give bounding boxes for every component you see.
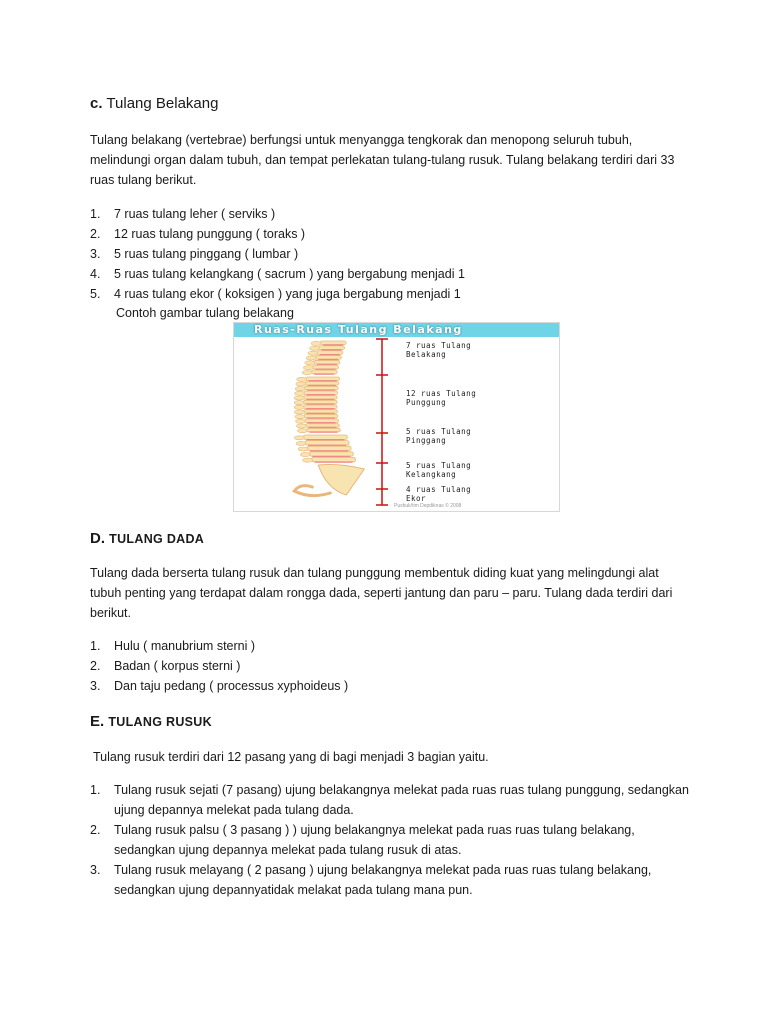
list-text: 5 ruas tulang pinggang ( lumbar ) <box>114 247 299 261</box>
list-number: 1. <box>90 207 101 221</box>
intervertebral-disc <box>310 450 348 451</box>
section-d-heading <box>90 530 204 547</box>
intervertebral-disc <box>309 431 337 432</box>
vertebra <box>303 400 337 403</box>
figure-label-lumbar: 5 ruas Tulang Pinggang <box>406 427 472 445</box>
vertebra <box>309 452 353 456</box>
vertebra <box>319 346 345 350</box>
section-c-letter: c. <box>90 95 103 112</box>
spine-illustration <box>234 323 560 512</box>
list-item <box>90 676 690 696</box>
spinous-process <box>294 436 304 440</box>
list-text: Badan ( korpus sterni ) <box>114 659 241 673</box>
intervertebral-disc <box>314 373 334 374</box>
vertebra <box>307 446 351 450</box>
list-number: 1. <box>90 783 101 797</box>
list-item <box>90 860 690 900</box>
vertebra <box>303 405 337 408</box>
spinous-process <box>295 415 305 419</box>
list-item <box>90 244 690 264</box>
vertebra <box>312 457 356 461</box>
vertebra <box>305 419 339 422</box>
spinous-process <box>297 377 307 381</box>
section-c-list <box>90 204 690 304</box>
intervertebral-disc <box>315 369 335 370</box>
list-item <box>90 820 690 860</box>
list-number: 5. <box>90 287 101 301</box>
section-e-heading <box>90 713 212 730</box>
section-c-heading <box>90 95 218 112</box>
figure-label-sacrum: 5 ruas Tulang Kelangkang <box>406 461 472 479</box>
spinous-process <box>311 341 321 345</box>
intervertebral-disc <box>306 399 334 400</box>
list-text: Tulang rusuk palsu ( 3 pasang ) ) ujung belakangnya melekat pada ruas ruas tulang belakang, sedangkan ujung depannya melekat pada tulang rusuk di atas. <box>114 823 635 857</box>
sacrum <box>318 465 364 496</box>
vertebra <box>312 365 338 369</box>
vertebra <box>305 382 339 385</box>
spinous-process <box>294 410 304 414</box>
spinous-process <box>305 361 315 365</box>
section-d-letter: D. <box>90 530 105 547</box>
section-e-list <box>90 780 690 900</box>
section-c-intro: Tulang belakang (vertebrae) berfungsi untuk menyangga tengkorak dan menopong seluruh tubuh, melindungi organ dalam tubuh, dan tempat perlekatan tulang-tulang rusuk. Tulang belakang terdiri dari 33 ruas tulang berikut. <box>90 133 675 187</box>
intervertebral-disc <box>318 359 338 360</box>
spinous-process <box>294 401 304 405</box>
intervertebral-disc <box>315 461 353 462</box>
intervertebral-disc <box>306 439 344 440</box>
vertebra <box>306 377 340 380</box>
list-item <box>90 224 690 244</box>
spinous-process <box>306 356 316 360</box>
vertebra <box>320 341 346 345</box>
section-d-title: TULANG DADA <box>109 532 205 546</box>
intervertebral-disc <box>306 408 334 409</box>
vertebra <box>303 435 347 439</box>
figure-caption: Contoh gambar tulang belakang <box>116 306 294 320</box>
section-c-title: Tulang Belakang <box>106 95 219 112</box>
intervertebral-disc <box>307 394 335 395</box>
vertebra <box>304 414 338 417</box>
list-text: Tulang rusuk melayang ( 2 pasang ) ujung belakangnya melekat pada ruas ruas tulang belakang, sedangkan ujung depannyatidak melakat pada tulang mana pun. <box>114 863 652 897</box>
intervertebral-disc <box>308 427 336 428</box>
intervertebral-disc <box>312 456 350 457</box>
spinous-process <box>303 458 313 462</box>
list-text: Dan taju pedang ( processus xyphoideus ) <box>114 679 349 693</box>
figure-credit: Pusbuk/tim Depdiknas © 2008 <box>394 503 462 509</box>
list-item <box>90 780 690 820</box>
vertebra <box>315 356 341 360</box>
list-number: 3. <box>90 247 101 261</box>
vertebra <box>305 424 339 427</box>
list-text: 7 ruas tulang leher ( serviks ) <box>114 207 276 221</box>
intervertebral-disc <box>322 349 342 350</box>
list-item <box>90 636 690 656</box>
figure-label-thoracic: 12 ruas Tulang Punggung <box>406 389 477 407</box>
spinous-process <box>298 447 308 451</box>
intervertebral-disc <box>317 364 337 365</box>
spinous-process <box>302 371 312 375</box>
intervertebral-disc <box>320 354 340 355</box>
vertebra <box>304 386 338 389</box>
vertebra <box>317 351 343 355</box>
figure-title: Ruas-Ruas Tulang Belakang <box>254 323 463 336</box>
intervertebral-disc <box>306 413 334 414</box>
section-e-title: TULANG RUSUK <box>108 715 212 729</box>
spinous-process <box>295 391 305 395</box>
list-text: 5 ruas tulang kelangkang ( sacrum ) yang bergabung menjadi 1 <box>114 267 465 281</box>
figure-label-coccyx: 4 ruas Tulang Ekor <box>406 485 472 503</box>
list-item <box>90 656 690 676</box>
spinous-process <box>294 405 304 409</box>
list-number: 3. <box>90 863 101 877</box>
spinous-process <box>297 429 307 433</box>
intervertebral-disc <box>323 344 343 345</box>
spine-figure <box>233 322 560 512</box>
list-text: 4 ruas tulang ekor ( koksigen ) yang juga bergabung menjadi 1 <box>114 287 461 301</box>
intervertebral-disc <box>307 417 335 418</box>
list-number: 1. <box>90 639 101 653</box>
spinous-process <box>296 441 306 445</box>
coccyx <box>294 486 330 496</box>
vertebra <box>303 410 337 413</box>
list-number: 2. <box>90 227 101 241</box>
list-item <box>90 204 690 224</box>
section-d-intro: Tulang dada berserta tulang rusuk dan tulang punggung membentuk diding kuat yang melingdungi alat tubuh penting yang terdapat dalam rongga dada, seperti jantung dan paru – paru. Tulang dada terdiri dari berikut. <box>90 566 673 620</box>
list-number: 4. <box>90 267 101 281</box>
spinous-process <box>295 387 305 391</box>
vertebra <box>314 360 340 364</box>
vertebra <box>304 391 338 394</box>
spinous-process <box>303 366 313 370</box>
section-d-list <box>90 636 690 696</box>
spinous-process <box>308 351 318 355</box>
intervertebral-disc <box>307 389 335 390</box>
spinous-process <box>310 346 320 350</box>
spinous-process <box>296 382 306 386</box>
vertebra <box>303 396 337 399</box>
spinous-process <box>294 396 304 400</box>
intervertebral-disc <box>309 380 337 381</box>
list-item <box>90 264 690 284</box>
list-number: 3. <box>90 679 101 693</box>
figure-label-cervical: 7 ruas Tulang Belakang <box>406 341 472 359</box>
list-number: 2. <box>90 823 101 837</box>
intervertebral-disc <box>308 385 336 386</box>
section-e-intro: Tulang rusuk terdiri dari 12 pasang yang di bagi menjadi 3 bagian yaitu. <box>93 750 489 764</box>
intervertebral-disc <box>308 422 336 423</box>
list-number: 2. <box>90 659 101 673</box>
spinous-process <box>296 424 306 428</box>
section-e-letter: E. <box>90 713 105 730</box>
list-text: Tulang rusuk sejati (7 pasang) ujung belakangnya melekat pada ruas ruas tulang punggung, sedangkan ujung depannya melekat pada tulang dada. <box>114 783 689 817</box>
spinous-process <box>300 453 310 457</box>
intervertebral-disc <box>306 403 334 404</box>
vertebra <box>311 370 337 374</box>
list-text: 12 ruas tulang punggung ( toraks ) <box>114 227 306 241</box>
vertebra <box>306 428 340 431</box>
vertebra <box>305 441 349 445</box>
intervertebral-disc <box>308 445 346 446</box>
spinous-process <box>296 419 306 423</box>
list-text: Hulu ( manubrium sterni ) <box>114 639 256 653</box>
list-item <box>90 284 690 304</box>
